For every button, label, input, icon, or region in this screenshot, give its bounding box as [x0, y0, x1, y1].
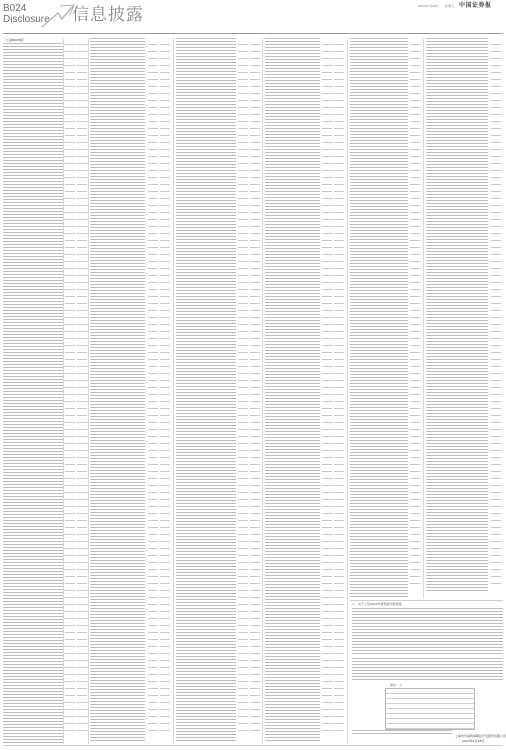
vote-columns: [148, 44, 158, 734]
masthead-logo: 中国证券报: [459, 2, 492, 9]
column-text-block: [350, 38, 408, 598]
vote-columns: [410, 44, 420, 584]
financial-table: [385, 688, 475, 730]
column-divider: [347, 38, 348, 744]
column-text-block: [90, 38, 145, 743]
vote-columns: [238, 44, 248, 734]
vote-columns: [491, 44, 501, 584]
issue-weekday: 星期五: [445, 4, 455, 8]
header-rule: [3, 33, 503, 34]
column-divider: [173, 38, 174, 744]
column-divider: [88, 38, 89, 744]
page-header: [0, 0, 506, 36]
issue-date: 2023年4月28日: [418, 4, 439, 8]
column-text-block: [426, 38, 488, 593]
proposal-text-block: [352, 730, 452, 734]
vote-columns: [334, 44, 344, 734]
text-column-3: [176, 38, 236, 744]
vote-columns: [250, 44, 260, 734]
section-name-english: Disclosure: [3, 14, 50, 25]
text-column-2: [90, 38, 145, 744]
section-rule: [350, 600, 503, 601]
proposal-text-block: [352, 658, 503, 682]
column-text-block: [3, 43, 63, 743]
text-column-4: [265, 38, 320, 744]
text-column-1: [3, 38, 63, 744]
column-text-block: [176, 38, 236, 743]
vote-columns: [322, 44, 332, 734]
column-text-block: [265, 38, 320, 743]
vote-columns: [65, 44, 75, 734]
table-unit-label: 单位：元: [390, 683, 403, 687]
proposal-text-block: [352, 608, 503, 654]
vote-columns: [160, 44, 170, 734]
vote-columns: [77, 44, 87, 734]
column-divider: [262, 38, 263, 744]
signature-company: 上海市外高桥保税区开发股份有限公司: [455, 734, 506, 738]
continued-note: （上接B023版）: [3, 38, 26, 42]
signature-date: 2023年4月28日: [462, 739, 485, 743]
section-title: 信息披露: [72, 5, 144, 25]
column-divider: [63, 38, 64, 744]
page-code: B024: [3, 3, 27, 14]
proposal-heading: 八、关于公司2022年度利润分配预案: [352, 602, 402, 606]
bottom-rule: [3, 745, 503, 746]
column-divider: [423, 38, 424, 598]
header-swoosh-icon: [40, 3, 76, 29]
text-column-6: [426, 38, 488, 598]
